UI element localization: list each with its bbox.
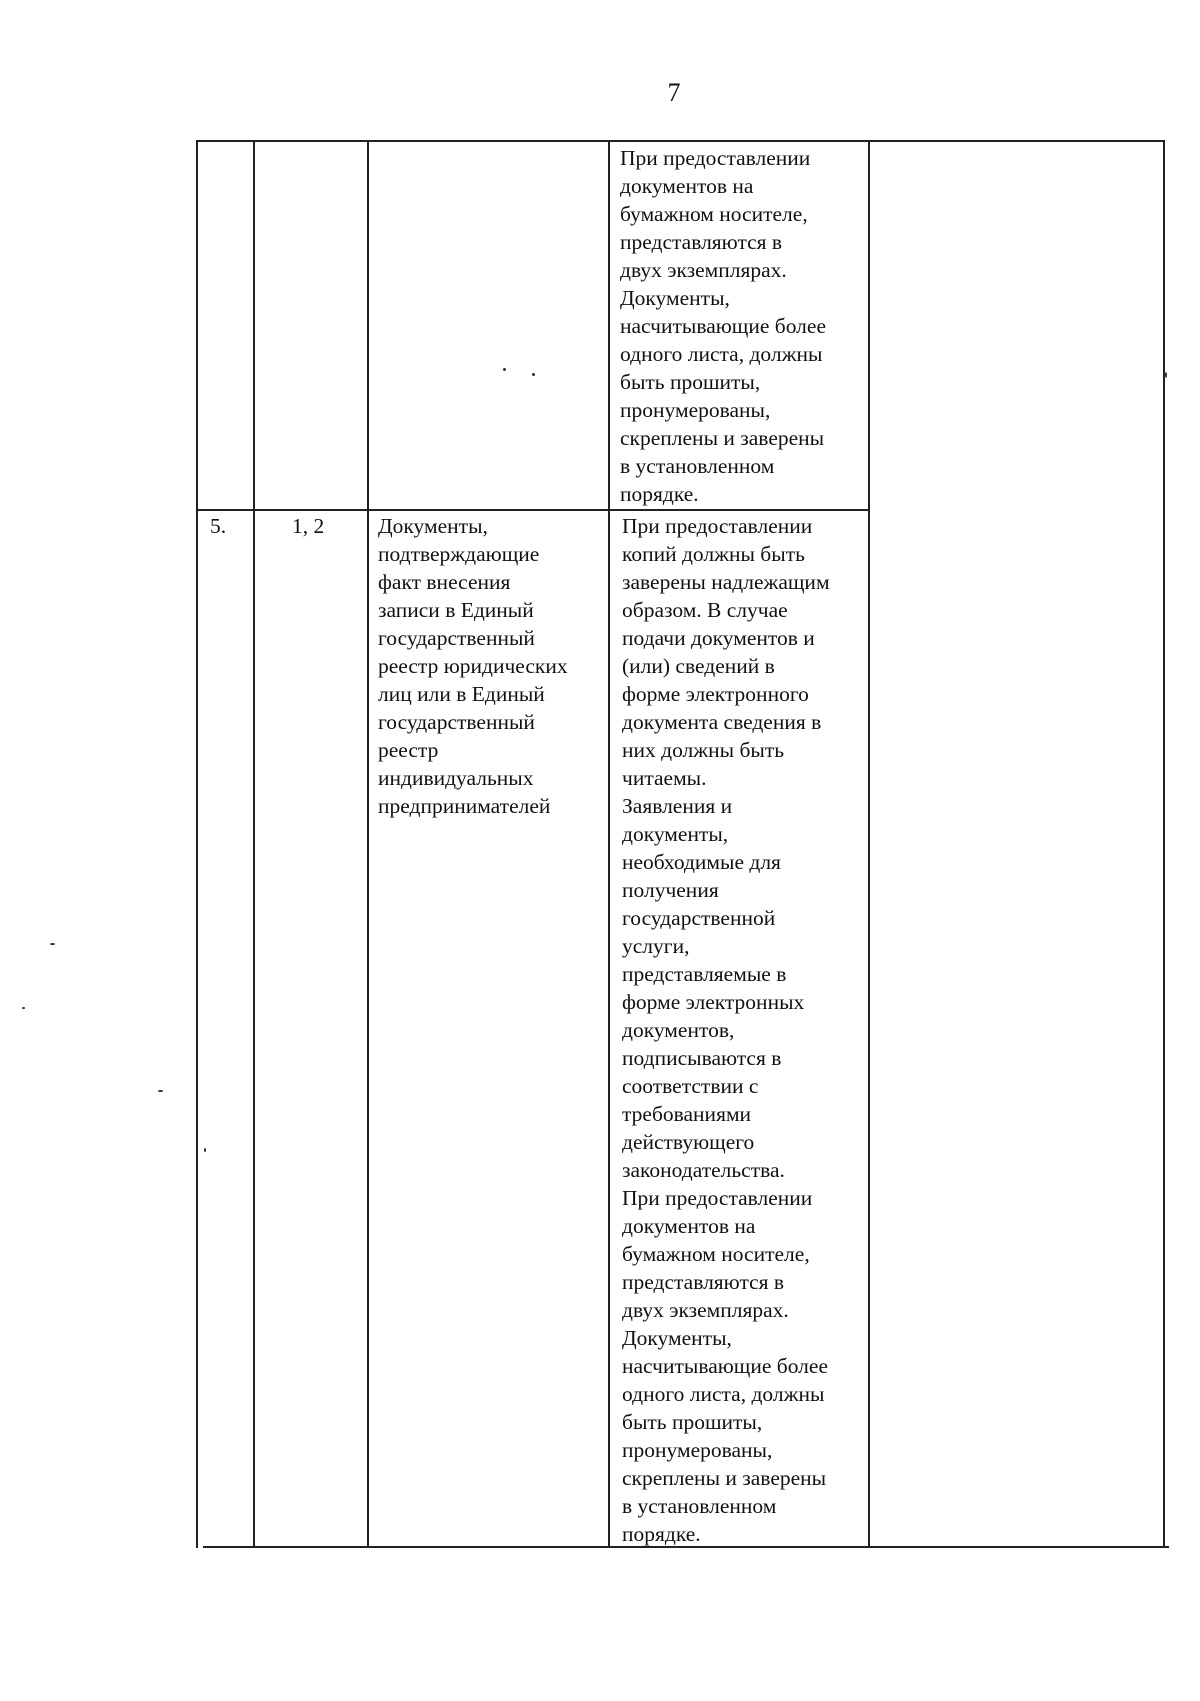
scan-speck [503,368,506,371]
column-divider-3 [608,140,610,1548]
scan-speck [22,1007,25,1009]
table-left-border [196,140,198,1548]
row-divider [198,509,868,511]
row-5-requirements: При предоставлении копий должны быть заверены надлежащим образом. В случае подачи документов и (или) сведений в форме электронного документа сведения в них должны быть читаемы. Заявления и документы, необходимые для получения государственной услуги, представляемые в форме электронных документов, подписываются в соответствии с требованиями действующего законодательства. При предоставлении документов на бумажном носителе, представляются в двух экземплярах. Документы, насчитывающие более одного листа, должны быть прошиты, пронумерованы, скреплены и заверены в установленном порядке. [622,514,830,1546]
scan-speck [204,1148,206,1152]
row-5-number: 5. [210,514,227,538]
continuation-row-requirements: При предоставлении документов на бумажном носителе, представляются в двух экземплярах. Документы, насчитывающие более одного листа, должны быть прошиты, пронумерованы, скреплены и заверены в установленном порядке. [620,146,826,506]
table-right-border [1163,140,1165,1548]
scan-speck [1165,372,1167,378]
column-divider-2 [367,140,369,1548]
row-5-document: Документы, подтверждающие факт внесения записи в Единый государственный реестр юридических лиц или в Единый государственный реестр индивидуальных предпринимателей [378,514,568,818]
row-5-refs: 1, 2 [292,514,325,538]
scan-speck [50,943,55,945]
column-divider-1 [253,140,255,1548]
scan-speck [158,1090,163,1092]
table-top-border [196,140,1164,142]
page-number: 7 [667,78,681,107]
scan-speck [532,373,535,376]
column-divider-4 [868,140,870,1548]
